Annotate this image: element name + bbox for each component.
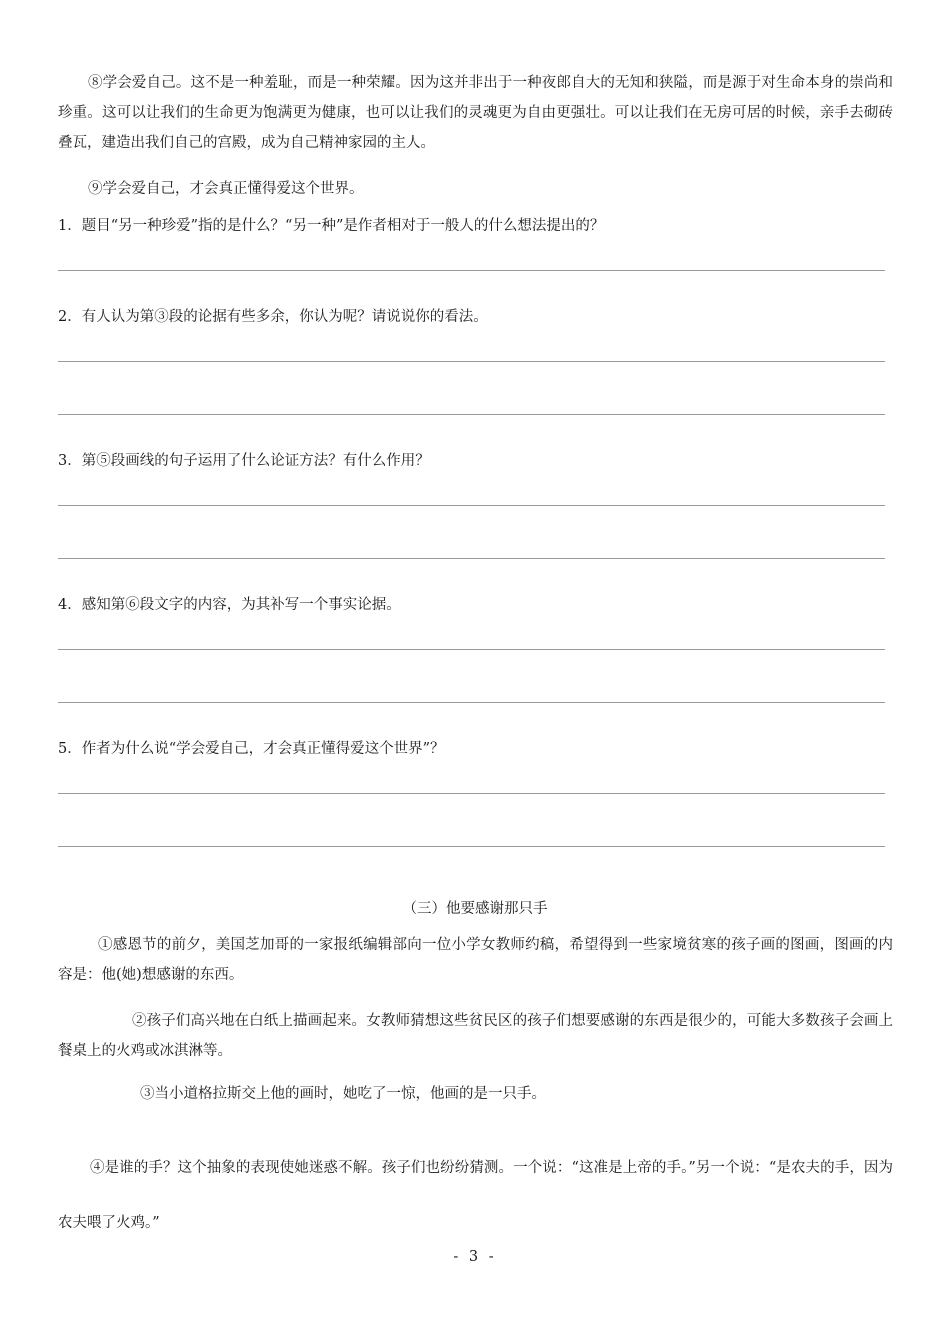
answer-line[interactable] (58, 505, 885, 506)
question-1: 1．题目“另一种珍爱”指的是什么？“另一种”是作者相对于一般人的什么想法提出的？ (58, 218, 605, 234)
passage-3-title: （三）他要感谢那只手 (402, 900, 548, 917)
answer-line[interactable] (58, 649, 885, 650)
answer-line[interactable] (58, 361, 885, 362)
answer-line[interactable] (58, 558, 885, 559)
question-3: 3．第⑤段画线的句子运用了什么论证方法？有什么作用？ (58, 453, 430, 469)
answer-line[interactable] (58, 702, 885, 703)
passage-3-paragraph-4: ④是谁的手？这个抽象的表现使她迷惑不解。孩子们也纷纷猜测。一个说：“这准是上帝的手。”另一个说：“是农夫的手，因为农夫喂了火鸡。” (58, 1160, 893, 1231)
question-4: 4．感知第⑥段文字的内容，为其补写一个事实论据。 (58, 597, 401, 613)
paragraph-9: ⑨学会爱自己，才会真正懂得爱这个世界。 (88, 181, 364, 197)
passage-3-paragraph-3: ③当小道格拉斯交上他的画时，她吃了一惊，他画的是一只手。 (140, 1086, 546, 1102)
question-2: 2．有人认为第③段的论据有些多余，你认为呢？请说说你的看法。 (58, 309, 488, 325)
question-5: 5．作者为什么说“学会爱自己，才会真正懂得爱这个世界”？ (58, 741, 445, 757)
passage-3-paragraph-2: ②孩子们高兴地在白纸上描画起来。女教师猜想这些贫民区的孩子们想要感谢的东西是很少的，可能大多数孩子会画上餐桌上的火鸡或冰淇淋等。 (58, 1013, 893, 1059)
paragraph-8: ⑧学会爱自己。这不是一种羞耻，而是一种荣耀。因为这并非出于一种夜郎自大的无知和狭隘，而是源于对生命本身的崇尚和珍重。这可以让我们的生命更为饱满更为健康，也可以让我们的灵魂更为自由更强壮。可以让我们在无房可居的时候，亲手去砌砖叠瓦，建造出我们自己的宫殿，成为自己精神家园的主人。 (58, 75, 893, 151)
passage-3-paragraph-1: ①感恩节的前夕，美国芝加哥的一家报纸编辑部向一位小学女教师约稿，希望得到一些家境贫寒的孩子画的图画，图画的内容是：他(她)想感谢的东西。 (58, 937, 893, 983)
answer-line[interactable] (58, 793, 885, 794)
answer-line[interactable] (58, 414, 885, 415)
page-number: - 3 - (453, 1248, 497, 1265)
answer-line[interactable] (58, 846, 885, 847)
answer-line[interactable] (58, 270, 885, 271)
